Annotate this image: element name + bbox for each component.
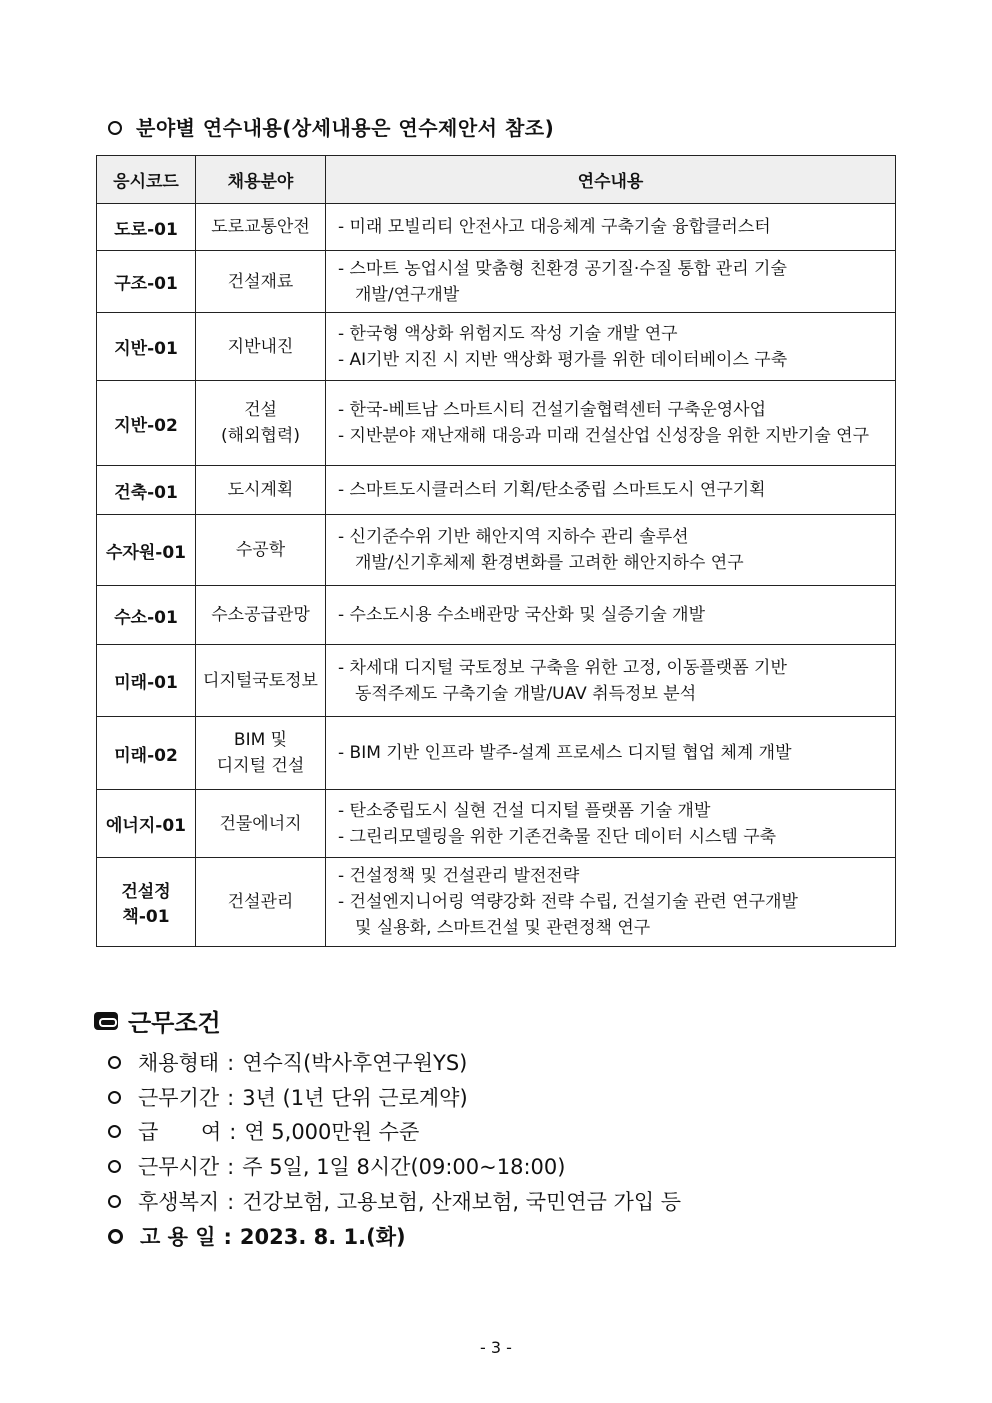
circle-bullet-icon bbox=[108, 1229, 123, 1244]
work-condition-item bbox=[108, 1151, 565, 1181]
row-field bbox=[196, 313, 326, 381]
row-field-line: 건물에너지 bbox=[219, 813, 302, 834]
circle-bullet-icon bbox=[108, 1056, 121, 1069]
row-content bbox=[326, 858, 896, 947]
row-code: 건설정책-01 bbox=[97, 858, 196, 947]
work-condition-value: 건강보험, 고용보험, 산재보험, 국민연금 가입 등 bbox=[242, 1190, 682, 1214]
row-content bbox=[326, 790, 896, 858]
work-condition-item bbox=[108, 1186, 681, 1216]
work-condition-separator: : bbox=[229, 1120, 237, 1144]
row-field bbox=[196, 204, 326, 251]
header-code: 응시코드 bbox=[97, 156, 196, 204]
row-content bbox=[326, 645, 896, 717]
work-condition-label: 채용형태 bbox=[138, 1051, 220, 1075]
row-field-line: (해외협력) bbox=[221, 426, 300, 446]
row-code: 지반-01 bbox=[97, 313, 196, 381]
row-content-line: - 스마트 농업시설 맞춤형 친환경 공기질·수질 통합 관리 기술 bbox=[338, 258, 787, 279]
row-field-line: 건설관리 bbox=[227, 892, 294, 912]
row-content bbox=[326, 313, 896, 381]
table-header-row bbox=[97, 156, 896, 204]
circle-bullet-icon bbox=[108, 1160, 121, 1173]
work-condition-separator: : bbox=[223, 1225, 232, 1249]
work-condition-item bbox=[108, 1116, 419, 1146]
row-code: 수소-01 bbox=[97, 586, 196, 645]
row-content-line: - 탄소중립도시 실현 건설 디지털 플랫폼 기술 개발 bbox=[338, 800, 711, 821]
row-field-line: 지반내진 bbox=[227, 336, 294, 357]
row-field-line: 디지털국토정보 bbox=[203, 670, 318, 691]
header-content: 연수내용 bbox=[326, 156, 896, 204]
work-condition-separator: : bbox=[227, 1086, 235, 1110]
table-row bbox=[97, 586, 896, 645]
row-field bbox=[196, 645, 326, 717]
training-content-table bbox=[96, 155, 896, 947]
circle-bullet-icon bbox=[108, 1091, 121, 1104]
work-condition-value: 주 5일, 1일 8시간(09:00~18:00) bbox=[242, 1155, 566, 1179]
row-content-line: - 차세대 디지털 국토정보 구축을 위한 고정, 이동플랫폼 기반 bbox=[338, 657, 787, 678]
row-content bbox=[326, 466, 896, 515]
work-condition-separator: : bbox=[227, 1190, 235, 1214]
row-field-line: 도시계획 bbox=[227, 480, 294, 500]
row-content-line: - AI기반 지진 시 지반 액상화 평가를 위한 데이터베이스 구축 bbox=[338, 349, 788, 370]
section-title bbox=[108, 112, 554, 141]
work-condition-item bbox=[108, 1047, 467, 1077]
table-row bbox=[97, 204, 896, 251]
row-content-line: - 한국형 액상화 위험지도 작성 기술 개발 연구 bbox=[338, 323, 678, 344]
row-content-line: - 건설정책 및 건설관리 발전전략 bbox=[338, 866, 580, 886]
row-field-line: 수공학 bbox=[235, 540, 286, 560]
table-row bbox=[97, 790, 896, 858]
row-code: 미래-01 bbox=[97, 645, 196, 717]
work-condition-item bbox=[108, 1221, 406, 1251]
work-condition-label: 후생복지 bbox=[138, 1190, 220, 1214]
row-content-line: 동적주제도 구축기술 개발/UAV 취득정보 분석 bbox=[355, 683, 697, 704]
row-content bbox=[326, 381, 896, 466]
work-condition-value: 2023. 8. 1.(화) bbox=[239, 1225, 406, 1249]
row-code: 건축-01 bbox=[97, 466, 196, 515]
work-condition-item bbox=[108, 1082, 468, 1112]
row-content bbox=[326, 515, 896, 586]
row-content-line: - 스마트도시클러스터 기획/탄소중립 스마트도시 연구기획 bbox=[338, 480, 766, 500]
table-row bbox=[97, 381, 896, 466]
work-condition-label: 고 용 일 bbox=[140, 1225, 216, 1249]
row-content-line: - 신기준수위 기반 해안지역 지하수 관리 솔루션 bbox=[338, 527, 689, 547]
row-field bbox=[196, 790, 326, 858]
circle-bullet-icon bbox=[108, 1195, 121, 1208]
row-code: 미래-02 bbox=[97, 717, 196, 790]
table-row bbox=[97, 645, 896, 717]
row-code: 도로-01 bbox=[97, 204, 196, 251]
row-field bbox=[196, 858, 326, 947]
work-condition-label: 급 여 bbox=[138, 1120, 222, 1144]
work-condition-value: 연수직(박사후연구원YS) bbox=[242, 1051, 468, 1075]
row-code: 수자원-01 bbox=[97, 515, 196, 586]
table-row bbox=[97, 251, 896, 313]
work-conditions-title bbox=[94, 1003, 221, 1038]
table-row bbox=[97, 717, 896, 790]
link-icon bbox=[94, 1012, 118, 1030]
work-conditions-title-text: 근무조건 bbox=[128, 1009, 221, 1037]
table-body bbox=[97, 204, 896, 947]
row-content bbox=[326, 251, 896, 313]
row-content-line: 개발/신기후체제 환경변화를 고려한 해안지하수 연구 bbox=[355, 553, 744, 573]
circle-bullet-icon bbox=[108, 121, 122, 135]
row-content-line: - 미래 모빌리티 안전사고 대응체계 구축기술 융합클러스터 bbox=[338, 217, 771, 237]
row-field bbox=[196, 251, 326, 313]
work-condition-label: 근무시간 bbox=[138, 1155, 220, 1179]
work-condition-separator: : bbox=[227, 1051, 235, 1075]
header-field: 채용분야 bbox=[196, 156, 326, 204]
row-field-line: 건설재료 bbox=[227, 271, 294, 292]
row-content bbox=[326, 586, 896, 645]
row-field-line: 도로교통안전 bbox=[211, 217, 310, 237]
work-condition-separator: : bbox=[227, 1155, 235, 1179]
row-content-line: - 수소도시용 수소배관망 국산화 및 실증기술 개발 bbox=[338, 605, 705, 625]
row-field bbox=[196, 381, 326, 466]
work-condition-label: 근무기간 bbox=[138, 1086, 220, 1110]
row-content bbox=[326, 717, 896, 790]
row-code: 지반-02 bbox=[97, 381, 196, 466]
row-content-line: - BIM 기반 인프라 발주-설계 프로세스 디지털 협업 체계 개발 bbox=[338, 743, 792, 763]
row-field bbox=[196, 466, 326, 515]
row-content-line: - 지반분야 재난재해 대응과 미래 건설산업 신성장을 위한 지반기술 연구 bbox=[338, 426, 870, 446]
page-number: - 3 - bbox=[480, 1338, 512, 1357]
row-content-line: - 한국-베트남 스마트시티 건설기술협력센터 구축운영사업 bbox=[338, 400, 767, 420]
row-content bbox=[326, 204, 896, 251]
row-field-line: 디지털 건설 bbox=[216, 756, 305, 776]
row-field bbox=[196, 586, 326, 645]
row-content-line: - 그린리모델링을 위한 기존건축물 진단 데이터 시스템 구축 bbox=[338, 826, 777, 847]
table-row bbox=[97, 466, 896, 515]
table-row bbox=[97, 313, 896, 381]
work-condition-value: 3년 (1년 단위 근로계약) bbox=[242, 1086, 468, 1110]
row-field bbox=[196, 717, 326, 790]
table-row bbox=[97, 858, 896, 947]
row-field-line: 수소공급관망 bbox=[211, 605, 310, 625]
row-field-line: BIM 및 bbox=[233, 730, 288, 750]
circle-bullet-icon bbox=[108, 1125, 121, 1138]
row-field-line: 건설 bbox=[244, 400, 277, 420]
row-code: 구조-01 bbox=[97, 251, 196, 313]
row-content-line: - 건설엔지니어링 역량강화 전략 수립, 건설기술 관련 연구개발 bbox=[338, 892, 798, 912]
row-content-line: 및 실용화, 스마트건설 및 관련정책 연구 bbox=[355, 918, 651, 938]
row-field bbox=[196, 515, 326, 586]
row-code: 에너지-01 bbox=[97, 790, 196, 858]
row-content-line: 개발/연구개발 bbox=[355, 284, 460, 305]
table-row bbox=[97, 515, 896, 586]
section-title-text: 분야별 연수내용(상세내용은 연수제안서 참조) bbox=[136, 116, 555, 140]
work-condition-value: 연 5,000만원 수준 bbox=[244, 1120, 420, 1144]
